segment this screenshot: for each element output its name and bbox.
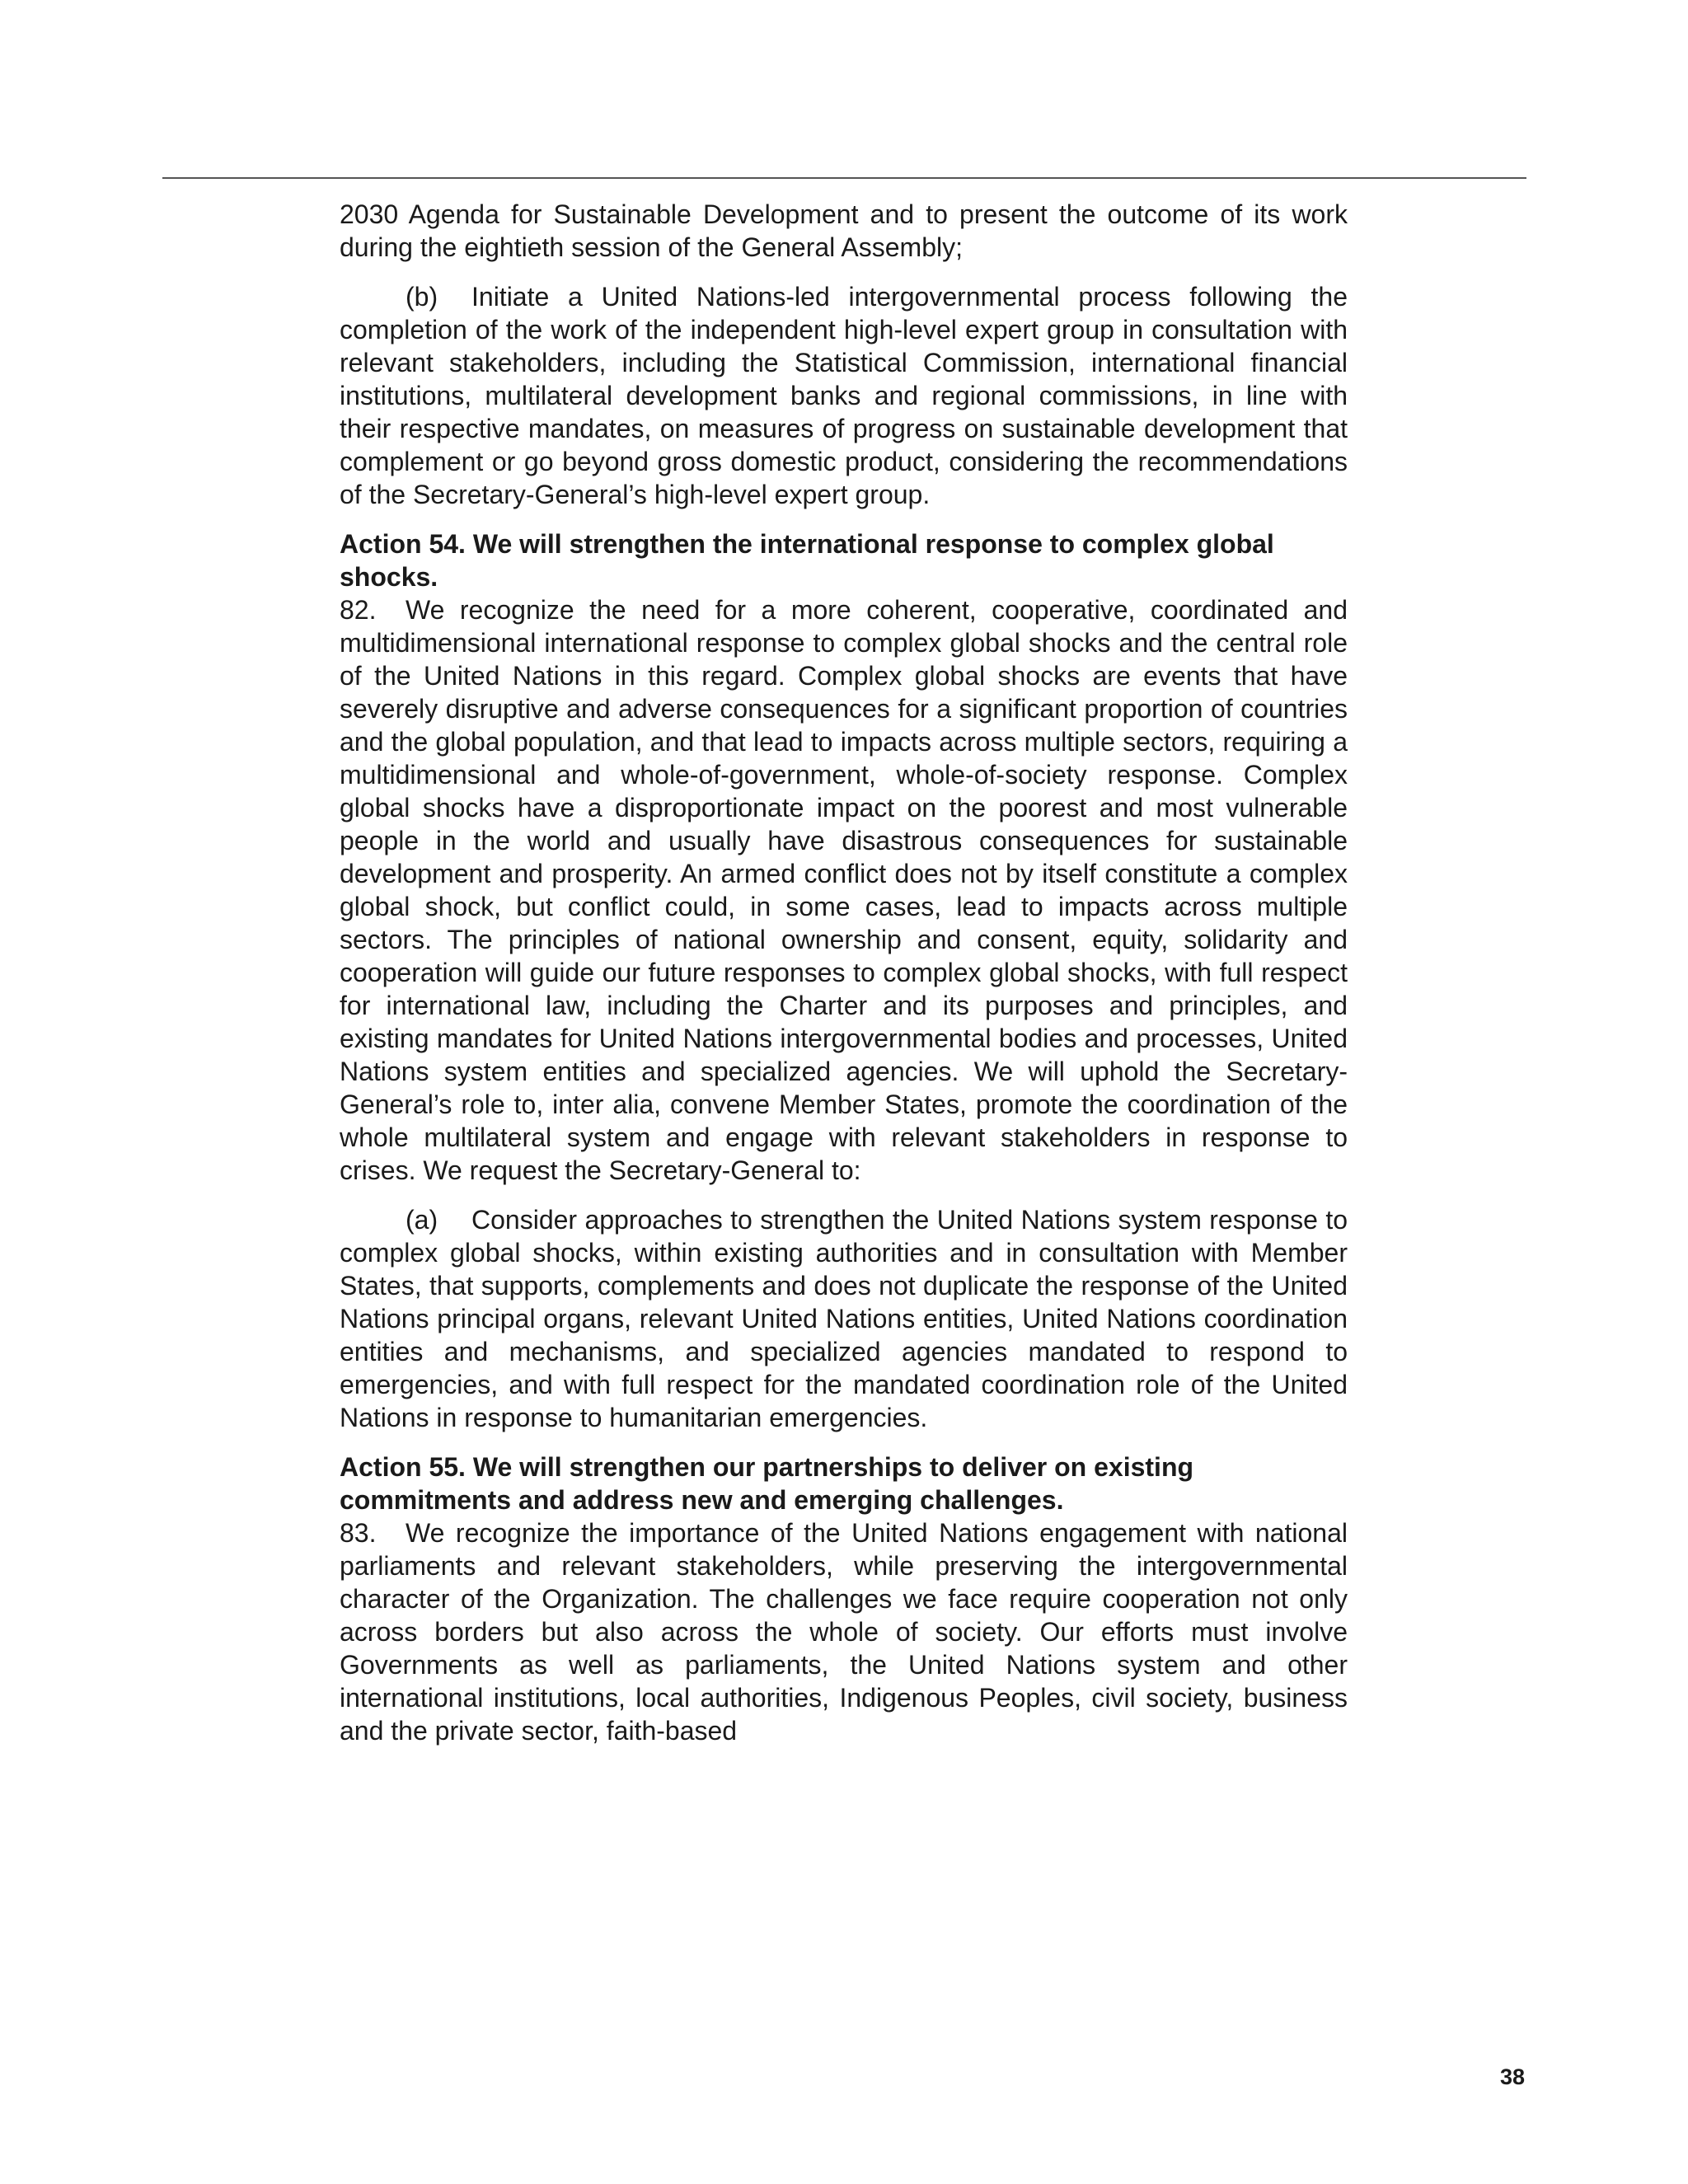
item-a-text: Consider approaches to strengthen the United Nations system response to complex global shocks, within existing authorities and in consultation with Member States, that supports, complements and does not duplicate the response of the United Nations principal organs, relevant United Nations entities, United Nations coordination entities and mechanisms, and specialized agencies mandated to respond to emergencies, and with full respect for the mandated coordination role of the United Nations in response to humanitarian emergencies. (340, 1205, 1348, 1432)
item-b-label: (b) (406, 282, 438, 312)
page-number: 38 (1499, 2064, 1525, 2089)
document-body (340, 198, 1348, 1747)
paragraph-83-text: We recognize the importance of the United Nations engagement with national parliaments and relevant stakeholders, while preserving the intergovernmental character of the Organization. The challenges we face require cooperation not only across borders but also across the whole of society. Our efforts must involve Governments as well as parliaments, the United Nations system and other international institutions, local authorities, Indigenous Peoples, civil society, business and the private sector, faith-based (340, 1518, 1348, 1746)
paragraph-82-text: We recognize the need for a more coherent, cooperative, coordinated and multidimensional international response to complex global shocks and the central role of the United Nations in this regard. Complex global shocks are events that have severely disruptive and adverse consequences for a significant proportion of countries and the global population, and that lead to impacts across multiple sectors, requiring a multidimensional and whole-of-government, whole-of-society response. Complex global shocks have a disproportionate impact on the poorest and most vulnerable people in the world and usually have disastrous consequences for sustainable development and prosperity. An armed conflict does not by itself constitute a complex global shock, but conflict could, in some cases, lead to impacts across multiple sectors. The principles of national ownership and consent, equity, solidarity and cooperation will guide our future responses to complex global shocks, with full respect for international law, including the Charter and its purposes and principles, and existing mandates for United Nations intergovernmental bodies and processes, United Nations system entities and specialized agencies. We will uphold the Secretary-General’s role to, inter alia, convene Member States, promote the coordination of the whole multilateral system and engage with relevant stakeholders in response to crises. We request the Secretary-General to: (340, 595, 1348, 1185)
item-a-paragraph (340, 1203, 1348, 1434)
header-rule (162, 177, 1526, 179)
paragraph-83 (340, 1516, 1348, 1747)
action-54-heading: Action 54. We will strengthen the international response to complex global shocks. (340, 529, 1274, 592)
continuation-paragraph: 2030 Agenda for Sustainable Development and to present the outcome of its work during the eightieth session of the General Assembly; (340, 199, 1348, 262)
action-55-heading: Action 55. We will strengthen our partnerships to deliver on existing commitments and address new and emerging challenges. (340, 1452, 1194, 1515)
item-b-paragraph (340, 280, 1348, 511)
item-b-text: Initiate a United Nations-led intergovernmental process following the completion of the work of the independent high-level expert group in consultation with relevant stakeholders, including the Statistical Commission, international financial institutions, multilateral development banks and regional commissions, in line with their respective mandates, on measures of progress on sustainable development that complement or go beyond gross domestic product, considering the recommendations of the Secretary-General’s high-level expert group. (340, 282, 1348, 509)
paragraph-83-number: 83. (340, 1518, 377, 1548)
item-a-label: (a) (406, 1205, 438, 1235)
paragraph-82-number: 82. (340, 595, 377, 625)
paragraph-82 (340, 593, 1348, 1187)
